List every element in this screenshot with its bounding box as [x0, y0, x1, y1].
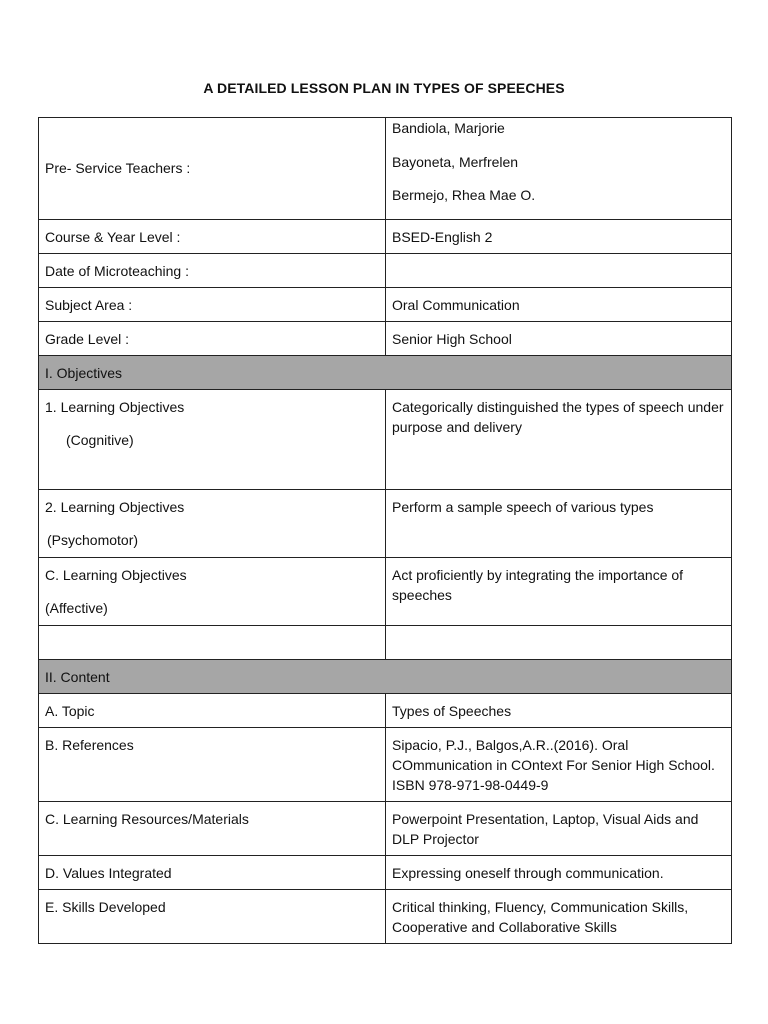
lesson-plan-table — [38, 117, 732, 944]
content-label: E. Skills Developed — [39, 889, 386, 943]
objective-title: C. Learning Objectives — [45, 566, 187, 583]
empty-cell — [39, 625, 386, 659]
objective-value: Perform a sample speech of various types — [386, 489, 732, 557]
objective-label — [39, 389, 386, 489]
table-row-values — [39, 855, 732, 889]
grade-label: Grade Level : — [39, 321, 386, 355]
table-row-date — [39, 253, 732, 287]
table-row-pre-service-teachers — [39, 118, 732, 220]
objectives-header: I. Objectives — [39, 355, 732, 389]
course-label: Course & Year Level : — [39, 219, 386, 253]
table-row-resources — [39, 801, 732, 855]
objective-value: Categorically distinguished the types of speech under purpose and delivery — [386, 389, 732, 489]
objective-domain: (Cognitive) — [66, 431, 134, 448]
section-header-content — [39, 659, 732, 693]
table-row-objective-psychomotor — [39, 489, 732, 557]
table-row-skills — [39, 889, 732, 943]
teacher-name: Bayoneta, Merfrelen — [392, 153, 519, 170]
objective-label — [39, 557, 386, 625]
teacher-name: Bermejo, Rhea Mae O. — [392, 187, 536, 203]
section-header-objectives — [39, 355, 732, 389]
pre-service-label: Pre- Service Teachers : — [39, 118, 386, 220]
content-value: Sipacio, P.J., Balgos,A.R..(2016). Oral COmmunication in COntext For Senior High School. ISBN 978-971-98-0449-9 — [386, 727, 732, 801]
content-label: B. References — [39, 727, 386, 801]
table-row-references — [39, 727, 732, 801]
table-row-empty — [39, 625, 732, 659]
content-value: Powerpoint Presentation, Laptop, Visual Aids and DLP Projector — [386, 801, 732, 855]
objective-value: Act proficiently by integrating the importance of speeches — [386, 557, 732, 625]
date-label: Date of Microteaching : — [39, 253, 386, 287]
content-value: Expressing oneself through communication. — [386, 855, 732, 889]
teachers-list — [386, 118, 732, 220]
document-title: A DETAILED LESSON PLAN IN TYPES OF SPEECHES — [203, 80, 565, 96]
objective-domain: (Psychomotor) — [47, 531, 139, 548]
objective-title: 2. Learning Objectives — [45, 498, 185, 515]
teacher-name: Bandiola, Marjorie — [392, 120, 505, 136]
objective-domain: (Affective) — [45, 599, 108, 616]
grade-value: Senior High School — [386, 321, 732, 355]
date-value — [386, 253, 732, 287]
empty-cell — [386, 625, 732, 659]
content-label: D. Values Integrated — [39, 855, 386, 889]
course-value: BSED-English 2 — [386, 219, 732, 253]
table-row-objective-cognitive — [39, 389, 732, 489]
table-row-topic — [39, 693, 732, 727]
table-row-objective-affective — [39, 557, 732, 625]
subject-label: Subject Area : — [39, 287, 386, 321]
content-value: Types of Speeches — [386, 693, 732, 727]
table-row-subject — [39, 287, 732, 321]
content-value: Critical thinking, Fluency, Communication Skills, Cooperative and Collaborative Skills — [386, 889, 732, 943]
content-header: II. Content — [39, 659, 732, 693]
objective-label — [39, 489, 386, 557]
subject-value: Oral Communication — [386, 287, 732, 321]
table-row-course — [39, 219, 732, 253]
objective-title: 1. Learning Objectives — [45, 398, 185, 415]
table-row-grade — [39, 321, 732, 355]
content-label: C. Learning Resources/Materials — [39, 801, 386, 855]
content-label: A. Topic — [39, 693, 386, 727]
